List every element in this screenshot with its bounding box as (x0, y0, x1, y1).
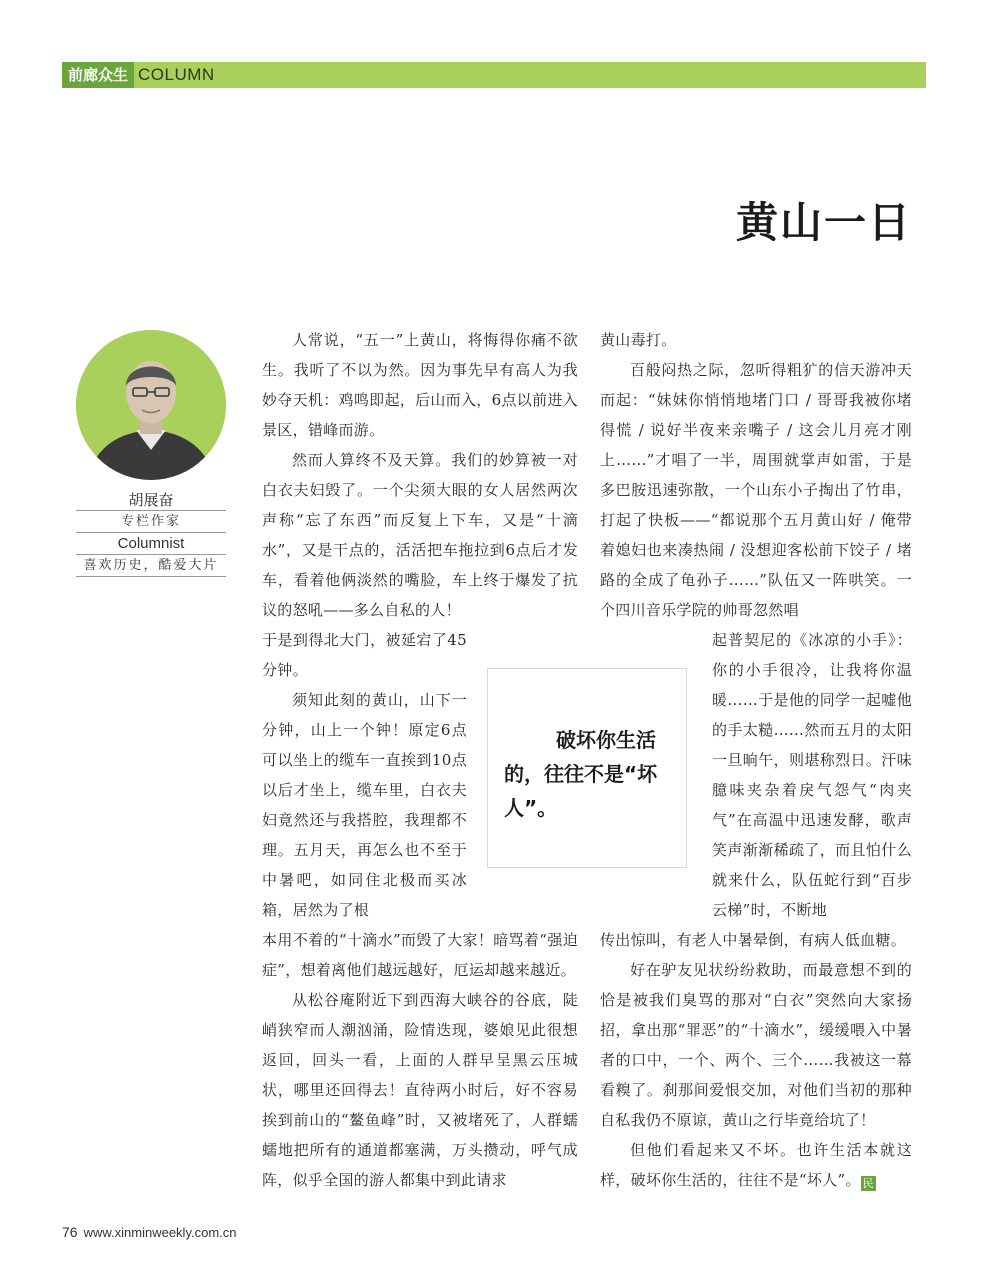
footer-url: www.xinminweekly.com.cn (83, 1225, 237, 1240)
section-header-bar (62, 62, 926, 88)
paragraph: 好在驴友见状纷纷救助，而最意想不到的恰是被我们臭骂的那对“白衣”突然向大家扬招，拿出那“罪恶”的“十滴水”，缓缓喂入中暑者的口中，一个、两个、三个……我被这一幕看糗了。刹那间爱恨交加，对他们当初的那种自私我仍不原谅，黄山之行毕竟给坑了！ (600, 961, 912, 1129)
paragraph: 然而人算终不及天算。我们的妙算被一对白衣夫妇毁了。一个尖须大眼的女人居然两次声称“忘了东西”而反复上下车，又是“十滴水”，又是干点的，活活把车拖拉到6点后才发车，看着他俩淡然的嘴脸，车上终于爆发了抗议的怒吼——多么自私的人！ (262, 451, 578, 619)
column-2-bottom (600, 925, 912, 1195)
author-avatar (76, 330, 226, 480)
paragraph: 传出惊叫，有老人中暑晕倒，有病人低血糖。 (600, 931, 907, 949)
author-bio: 喜欢历史，酷爱大片 (76, 554, 226, 577)
article-title: 黄山一日 (735, 198, 912, 247)
paragraph: 黄山毒打。 (600, 331, 677, 349)
paragraph: 百般闷热之际，忽听得粗犷的信天游冲天而起：“妹妹你悄悄地堵门口 / 哥哥我被你堵得慌 / 说好半夜来亲嘴子 / 这会儿月亮才刚上……”才唱了一半，周围就掌声如雷，于是多巴胺迅速弥散，一个山东小子掏出了竹串，打起了快板——“都说那个五月黄山好 / 俺带着媳妇也来凑热闹 / 没想迎客松前下饺子 / 堵路的全成了龟孙子……”队伍又一阵哄笑。一个四川音乐学院的帅哥忽然唱 (600, 361, 912, 619)
paragraph: 本用不着的“十滴水”而毁了大家！暗骂着“强迫症”，想着离他们越远越好，厄运却越来越近。 (262, 931, 578, 979)
pull-quote-text: 破坏你生活的，往往不是“坏人”。 (504, 728, 658, 820)
column-2-top (600, 325, 912, 625)
author-portrait-icon (76, 330, 226, 480)
paragraph: 人常说，“五一”上黄山，将悔得你痛不欲生。我听了不以为然。因为事先早有高人为我妙夺天机：鸡鸣即起，后山而入，6点以前进入景区，错峰而游。 (262, 331, 578, 439)
author-name: 胡展奋 (128, 491, 174, 509)
pull-quote (487, 668, 687, 868)
column-1-middle (262, 625, 467, 925)
paragraph-text: 但他们看起来又不坏。也许生活本就这样，破坏你生活的，往往不是“坏人”。 (600, 1141, 912, 1189)
column-1-bottom (262, 925, 578, 1195)
column-2-middle (712, 625, 912, 925)
end-mark-icon: 民 (862, 1177, 874, 1190)
paragraph: 起普契尼的《冰凉的小手》：你的小手很冷，让我将你温暖……于是他的同学一起嘘他的手太糙……然而五月的太阳一旦晌午，则堪称烈日。汗味臆味夹杂着戾气怨气“肉夹气”在高温中迅速发酵，歌声笑声渐渐稀疏了，而且怕什么就来什么，队伍蛇行到“百步云梯”时，不断地 (712, 631, 912, 919)
paragraph: 从松谷庵附近下到西海大峡谷的谷底，陡峭狭窄而人潮汹涌，险情迭现，婆娘见此很想返回，回头一看，上面的人群早呈黑云压城状，哪里还回得去！直待两小时后，好不容易挨到前山的“鳌鱼峰”时，又被堵死了，人群蠕蠕地把所有的通道都塞满，万头攒动，呼气成阵，似乎全国的游人都集中到此请求 (262, 991, 578, 1189)
section-label-cn: 前廊众生 (62, 62, 134, 88)
column-1-top (262, 325, 578, 625)
page-number: 76 (62, 1224, 78, 1240)
paragraph (600, 1135, 912, 1195)
section-label-en: COLUMN (138, 65, 215, 84)
author-role-en: Columnist (76, 532, 226, 554)
author-role: 专栏作家 (76, 510, 226, 532)
paragraph: 于是到得北大门，被延宕了45分钟。 (262, 631, 467, 679)
author-info (76, 490, 226, 577)
paragraph: 须知此刻的黄山，山下一分钟，山上一个钟！原定6点可以坐上的缆车一直挨到10点以后才坐上，缆车里，白衣夫妇竟然还与我搭腔，我理都不理。五月天，再怎么也不至于中暑吧，如同住北极而买冰箱，居然为了根 (262, 691, 467, 919)
page-footer (62, 1224, 237, 1240)
